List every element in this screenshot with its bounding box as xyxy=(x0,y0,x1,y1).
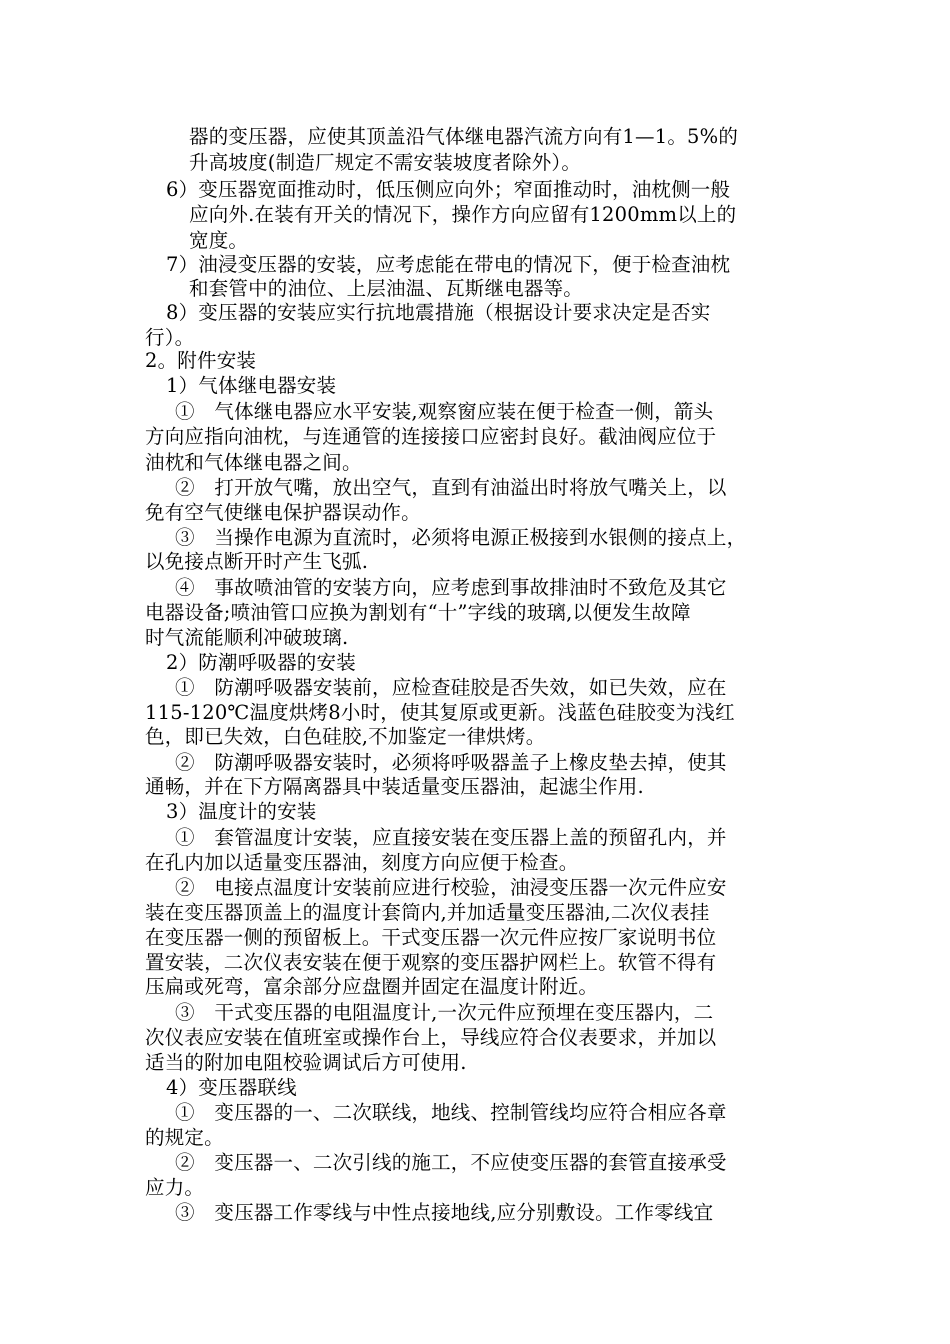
text-line: 在孔内加以适量变压器油，刻度方向应便于检查。 xyxy=(145,851,579,874)
text-line: 置安装，二次仪表安装在便于观察的变压器护网栏上。软管不得有 xyxy=(145,951,717,974)
text-line: 行）。 xyxy=(145,326,195,349)
text-line: 通畅，并在下方隔离器具中装适量变压器油，起滤尘作用. xyxy=(145,775,644,798)
text-line: 压扁或死弯，富余部分应盘圈并固定在温度计附近。 xyxy=(145,975,599,998)
text-line: 7）油浸变压器的安装，应考虑能在带电的情况下，便于检查油枕 xyxy=(166,253,731,276)
text-line: 在变压器一侧的预留板上。干式变压器一次元件应按厂家说明书位 xyxy=(145,926,717,949)
text-line: 装在变压器顶盖上的温度计套筒内,并加适量变压器油,二次仪表挂 xyxy=(145,901,710,924)
text-line: 和套管中的油位、上层油温、瓦斯继电器等。 xyxy=(189,277,584,300)
text-line: 免有空气使继电保护器误动作。 xyxy=(145,501,421,524)
text-line: ② 电接点温度计安装前应进行校验，油浸变压器一次元件应安 xyxy=(175,876,727,899)
text-line: ① 气体继电器应水平安装,观察窗应装在便于检查一侧，箭头 xyxy=(175,400,714,423)
text-line: 6）变压器宽面推动时，低压侧应向外；窄面推动时，油枕侧一般 xyxy=(166,178,731,201)
text-line: ① 套管温度计安装，应直接安装在变压器上盖的预留孔内，并 xyxy=(175,826,727,849)
text-line: 8）变压器的安装应实行抗地震措施（根据设计要求决定是否实 xyxy=(166,301,711,324)
text-line: ② 变压器一、二次引线的施工，不应使变压器的套管直接承受 xyxy=(175,1151,727,1174)
text-line: 升高坡度(制造厂规定不需安装坡度者除外）。 xyxy=(189,151,582,174)
text-line: ① 变压器的一、二次联线，地线、控制管线均应符合相应各章 xyxy=(175,1101,727,1124)
text-line: 色，即已失效，白色硅胶,不加鉴定一律烘烤。 xyxy=(145,725,546,748)
text-line: 115-120℃温度烘烤8小时，使其复原或更新。浅蓝色硅胶变为浅红 xyxy=(145,701,735,724)
subsection-heading: 4）变压器联线 xyxy=(166,1076,297,1099)
text-line: ① 防潮呼吸器安装前，应检查硅胶是否失效，如已失效，应在 xyxy=(175,676,727,699)
text-line: ④ 事故喷油管的安装方向，应考虑到事故排油时不致危及其它 xyxy=(175,576,727,599)
text-line: ③ 当操作电源为直流时，必须将电源正极接到水银侧的接点上， xyxy=(175,526,747,549)
text-line: 应向外.在装有开关的情况下，操作方向应留有1200mm以上的 xyxy=(189,203,737,226)
text-line: 方向应指向油枕，与连通管的连接接口应密封良好。截油阀应位于 xyxy=(145,425,717,448)
text-line: 器的变压器，应使其顶盖沿气体继电器汽流方向有1—1。5%的 xyxy=(189,125,739,148)
text-line: 电器设备;喷油管口应换为割划有“十”字线的玻璃,以便发生故障 xyxy=(145,601,691,624)
text-line: 以免接点断开时产生飞弧. xyxy=(145,550,369,573)
text-line: ② 防潮呼吸器安装时，必须将呼吸器盖子上橡皮垫去掉，使其 xyxy=(175,751,727,774)
text-line: 应力。 xyxy=(145,1176,205,1199)
text-line: 适当的附加电阻校验调试后方可使用. xyxy=(145,1051,467,1074)
section-heading: 2。附件安装 xyxy=(145,349,257,372)
text-line: 宽度。 xyxy=(189,229,249,252)
text-line: 次仪表应安装在值班室或操作台上，导线应符合仪表要求，并加以 xyxy=(145,1026,717,1049)
text-line: ② 打开放气嘴，放出空气，直到有油溢出时将放气嘴关上，以 xyxy=(175,476,727,499)
text-line: ③ 变压器工作零线与中性点接地线,应分别敷设。工作零线宜 xyxy=(175,1201,714,1224)
subsection-heading: 1）气体继电器安装 xyxy=(166,374,337,397)
subsection-heading: 3）温度计的安装 xyxy=(166,800,317,823)
text-line: ③ 干式变压器的电阻温度计,一次元件应预埋在变压器内，二 xyxy=(175,1001,714,1024)
text-line: 的规定。 xyxy=(145,1126,224,1149)
text-line: 时气流能顺利冲破玻璃. xyxy=(145,626,349,649)
subsection-heading: 2）防潮呼吸器的安装 xyxy=(166,651,356,674)
text-line: 油枕和气体继电器之间。 xyxy=(145,451,362,474)
